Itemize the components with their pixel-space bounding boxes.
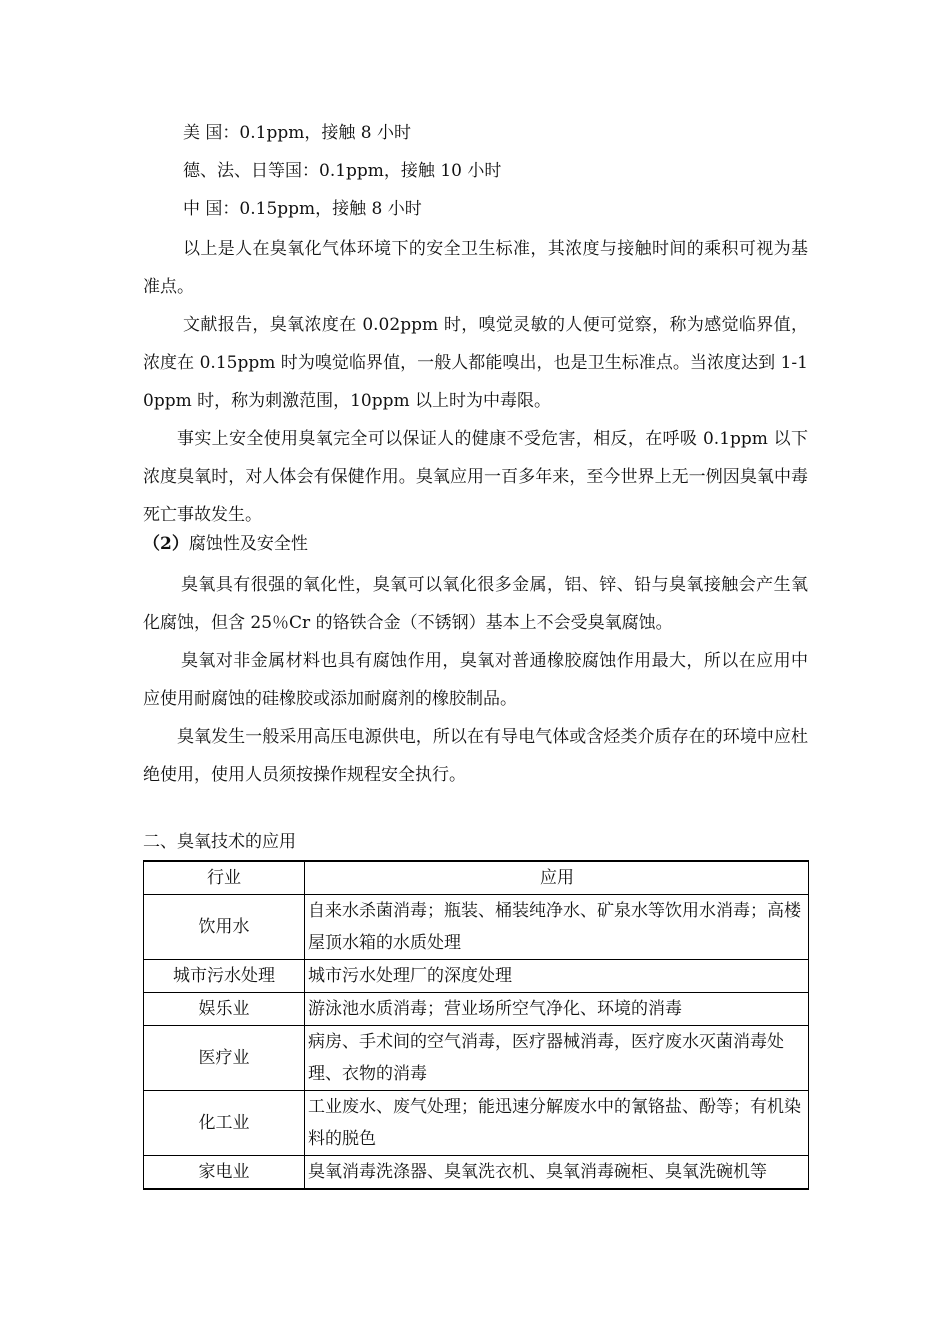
industry-cell: 化工业 bbox=[144, 1091, 305, 1156]
table-row bbox=[144, 993, 809, 1026]
application-table bbox=[143, 860, 809, 1190]
subheading-text: 腐蚀性及安全性 bbox=[188, 534, 308, 554]
subheading-number: （2） bbox=[143, 534, 189, 554]
header-industry: 行业 bbox=[144, 861, 305, 895]
application-cell: 工业废水、废气处理；能迅速分解废水中的氰铬盐、酚等；有机染料的脱色 bbox=[305, 1091, 809, 1156]
paragraph-baseline: 以上是人在臭氧化气体环境下的安全卫生标准，其浓度与接触时间的乘积可视为基准点。 bbox=[143, 239, 808, 297]
paragraph-oxidation: 臭氧具有很强的氧化性，臭氧可以氧化很多金属，铝、锌、铅与臭氧接触会产生氧化腐蚀，但含 25％Cr 的铬铁合金（不锈钢）基本上不会受臭氧腐蚀。 bbox=[143, 575, 808, 633]
industry-cell: 饮用水 bbox=[144, 895, 305, 960]
application-cell: 病房、手术间的空气消毒，医疗器械消毒，医疗废水灭菌消毒处理、衣物的消毒 bbox=[305, 1026, 809, 1091]
application-cell: 自来水杀菌消毒；瓶装、桶装纯净水、矿泉水等饮用水消毒；高楼屋顶水箱的水质处理 bbox=[305, 895, 809, 960]
table-header-row bbox=[144, 861, 809, 895]
standard-germany-france-japan: 德、法、日等国：0.1ppm，接触 10 小时 bbox=[183, 161, 502, 181]
paragraph-power-supply: 臭氧发生一般采用高压电源供电，所以在有导电气体或含烃类介质存在的环境中应杜绝使用，使用人员须按操作规程安全执行。 bbox=[143, 727, 808, 785]
table-row bbox=[144, 1156, 809, 1190]
industry-cell: 娱乐业 bbox=[144, 993, 305, 1026]
standard-china: 中 国：0.15ppm，接触 8 小时 bbox=[183, 199, 422, 219]
paragraph-safe-use: 事实上安全使用臭氧完全可以保证人的健康不受危害，相反，在呼吸 0.1ppm 以下浓度臭氧时，对人体会有保健作用。臭氧应用一百多年来，至今世界上无一例因臭氧中毒死亡事故发生。 bbox=[143, 429, 808, 525]
table-row bbox=[144, 895, 809, 960]
application-cell: 臭氧消毒洗涤器、臭氧洗衣机、臭氧消毒碗柜、臭氧洗碗机等 bbox=[305, 1156, 809, 1190]
standard-usa: 美 国：0.1ppm，接触 8 小时 bbox=[183, 123, 411, 143]
table-row bbox=[144, 1026, 809, 1091]
application-cell: 城市污水处理厂的深度处理 bbox=[305, 960, 809, 993]
application-cell: 游泳池水质消毒；营业场所空气净化、环境的消毒 bbox=[305, 993, 809, 1026]
section-title: 二、臭氧技术的应用 bbox=[143, 832, 296, 852]
paragraph-literature-report: 文献报告，臭氧浓度在 0.02ppm 时，嗅觉灵敏的人便可觉察，称为感觉临界值，浓度在 0.15ppm 时为嗅觉临界值，一般人都能嗅出，也是卫生标准点。当浓度达到 1-10ppm 时，称为刺激范围，10ppm 以上时为中毒限。 bbox=[143, 315, 808, 411]
header-application: 应用 bbox=[305, 861, 809, 895]
industry-cell: 家电业 bbox=[144, 1156, 305, 1190]
industry-cell: 城市污水处理 bbox=[144, 960, 305, 993]
subheading-corrosion bbox=[143, 532, 308, 556]
paragraph-nonmetal: 臭氧对非金属材料也具有腐蚀作用，臭氧对普通橡胶腐蚀作用最大，所以在应用中应使用耐腐蚀的硅橡胶或添加耐腐剂的橡胶制品。 bbox=[143, 651, 808, 709]
table-row bbox=[144, 960, 809, 993]
table-row bbox=[144, 1091, 809, 1156]
industry-cell: 医疗业 bbox=[144, 1026, 305, 1091]
